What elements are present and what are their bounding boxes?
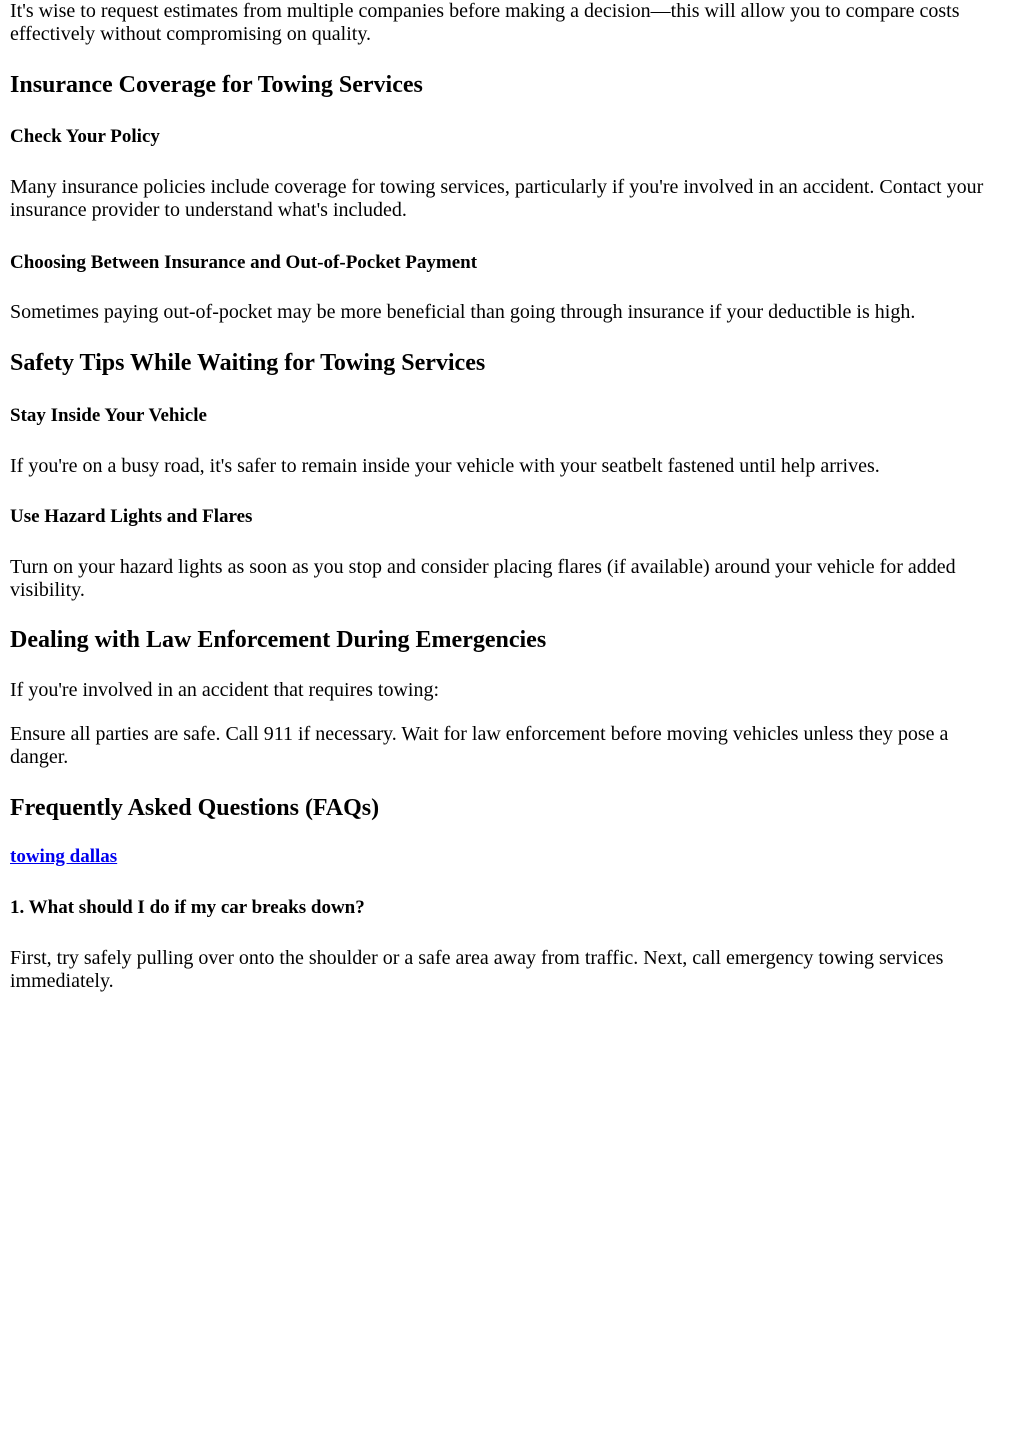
faq-q1-answer: First, try safely pulling over onto the shoulder or a safe area away from traffic. Next, call emergency towing services immediately.	[10, 947, 944, 992]
choosing-payment-paragraph: Sometimes paying out-of-pocket may be more beneficial than going through insurance if your deductible is high.	[10, 301, 916, 323]
insurance-heading: Insurance Coverage for Towing Services	[10, 72, 423, 98]
law-enforcement-lead: If you're involved in an accident that requires towing:	[10, 679, 440, 701]
law-enforcement-paragraph: Ensure all parties are safe. Call 911 if necessary. Wait for law enforcement before moving vehicles unless they pose a danger.	[10, 723, 949, 768]
intro-paragraph: It's wise to request estimates from multiple companies before making a decision—this will allow you to compare costs effectively without compromising on quality.	[10, 0, 960, 45]
faq-heading: Frequently Asked Questions (FAQs)	[10, 795, 380, 821]
check-policy-paragraph: Many insurance policies include coverage for towing services, particularly if you're involved in an accident. Contact your insurance provider to understand what's included.	[10, 176, 984, 221]
stay-inside-paragraph: If you're on a busy road, it's safer to remain inside your vehicle with your seatbelt fastened until help arrives.	[10, 455, 880, 477]
law-enforcement-heading: Dealing with Law Enforcement During Emergencies	[10, 627, 547, 653]
faq-q1-heading: 1. What should I do if my car breaks down?	[10, 897, 365, 918]
choosing-payment-heading: Choosing Between Insurance and Out-of-Pocket Payment	[10, 252, 478, 273]
hazard-lights-paragraph: Turn on your hazard lights as soon as you stop and consider placing flares (if available) around your vehicle for added visibility.	[10, 556, 956, 601]
towing-dallas-link[interactable]: towing dallas	[10, 846, 118, 867]
stay-inside-heading: Stay Inside Your Vehicle	[10, 405, 207, 426]
hazard-lights-heading: Use Hazard Lights and Flares	[10, 506, 253, 527]
safety-heading: Safety Tips While Waiting for Towing Services	[10, 350, 486, 376]
check-policy-heading: Check Your Policy	[10, 126, 160, 147]
